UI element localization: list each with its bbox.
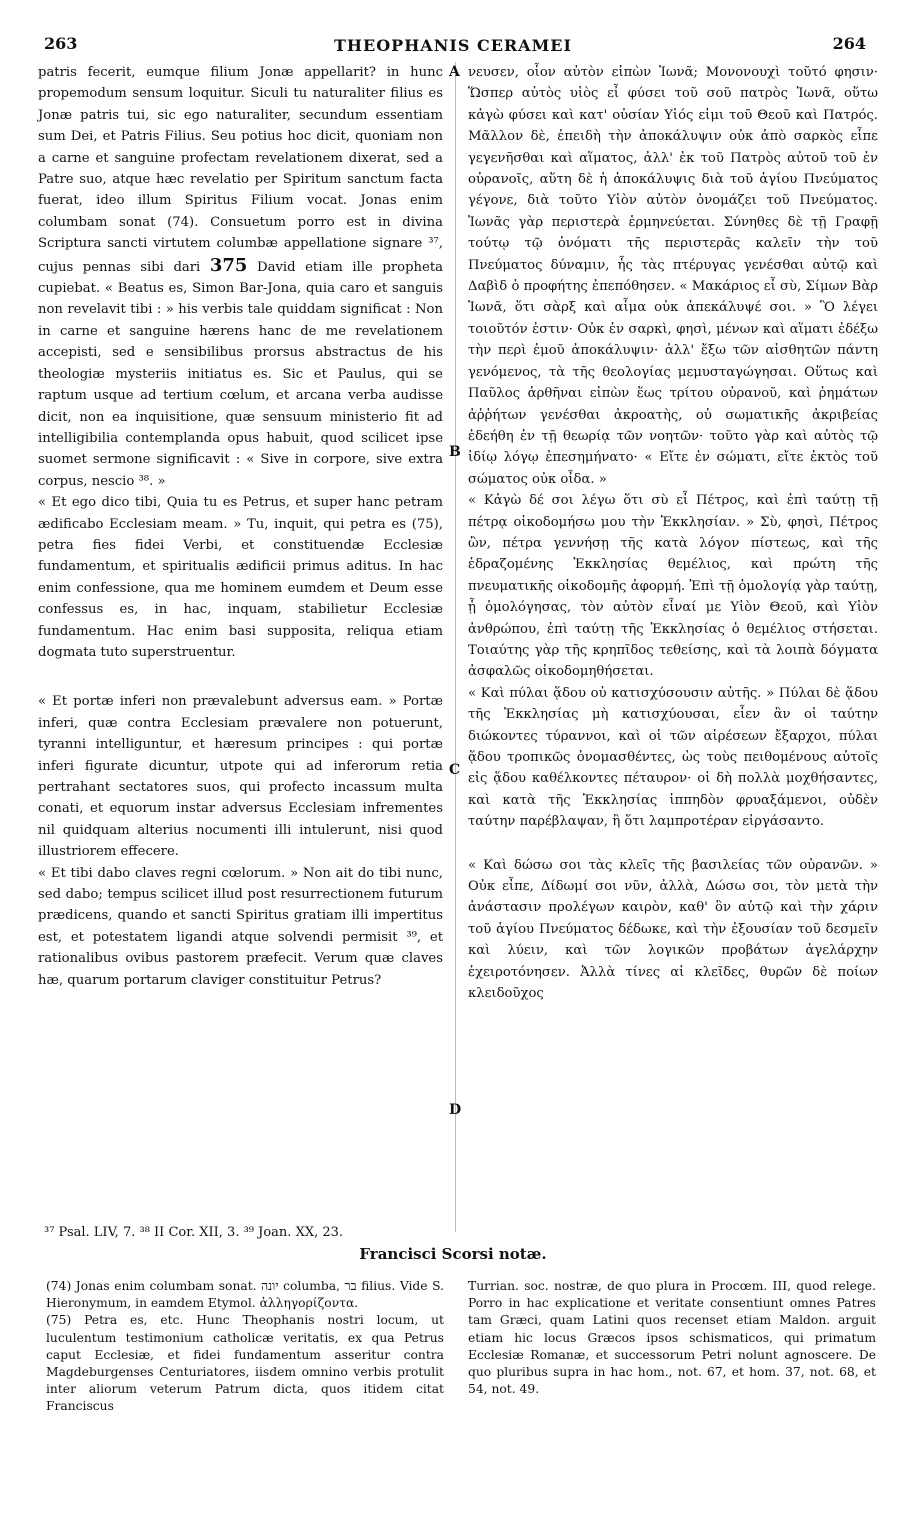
- note-74: (74) Jonas enim columbam sonat. יונה columba, בר filius. Vide S. Hieronymum, in eamdem Etymol. ἀλληγορίζοντα.: [46, 1279, 444, 1311]
- greek-paragraph-3: « Καὶ πύλαι ᾅδου οὐ κατισχύσουσιν αὐτῆς. » Πύλαι δὲ ᾅδου τῆς Ἐκκλησίας μὴ κατισχύουσαι, εἶεν ἂν οἱ ταύτην διώκοντες τύραννοι, καὶ οἱ τῶν αἱρέσεων ἔξαρχοι, πύλαι ᾅδου τροπικῶς ὀνομασθέντες, ὡς τοὺς πειθομένους αὐτοῖς εἰς ᾅδου καθέλκοντες πέταυρον· οἱ δὴ πολλὰ μοχθήσαντες, καὶ κατὰ τῆς Ἐκκλησίας ἱππηδὸν φρυαξάμενοι, οὐδὲν ταύτην παρέβλαψαν, ἢ ὅτι λαμπροτέραν εἰργάσαντο.: [468, 685, 878, 830]
- notes-right-column: [468, 1278, 876, 1398]
- latin-paragraph-4: « Et tibi dabo claves regni cœlorum. » Non ait do tibi nunc, sed dabo; tempus scilicet illud post resurrectionem futurum prædicens, quando et sancti Spiritus gratiam illi impertitus est, et potestatem ligandi atque solvendi permisit ³⁹, et rationalibus ovibus pastorem præfecit. Verum quæ claves hæ, quarum portarum claviger constituitur Petrus?: [38, 865, 443, 988]
- notes-heading: Francisci Scorsi notæ.: [359, 1245, 547, 1263]
- note-75-continued: Turrian. soc. nostræ, de quo plura in Procœm. III, quod relege. Porro in hac explicatione et veritate consentiunt omnes Patres tam Græci, quam Latini quos recenset etiam Maldon. arguit etiam hic locus Græcos ipsos schismaticos, qui primatum Ecclesiæ Romanæ, et successorum Petri nolunt agnoscere. De quo pluribus supra in hac hom., not. 67, et hom. 37, not. 68, et 54, not. 49.: [468, 1279, 876, 1397]
- running-title: THEOPHANIS CERAMEI: [334, 36, 572, 55]
- column-separator: [455, 62, 456, 1232]
- greek-paragraph-2: « Κἀγὼ δέ σοι λέγω ὅτι σὺ εἶ Πέτρος, καὶ ἐπὶ ταύτῃ τῇ πέτρᾳ οἰκοδομήσω μου τὴν Ἐκκλησίαν. » Σὺ, φησὶ, Πέτρος ὢν, πέτρα γεννήσῃ τῆς κατὰ λόγον πίστεως, καὶ τῆς ἑδραζομένης Ἐκκλησίας θεμέλιος, καὶ πρώτη τῆς πνευματικῆς οἰκοδομῆς ἀφορμή. Ἐπὶ τῇ ὁμολογίᾳ γὰρ ταύτῃ, ᾗ ὁμολόγησας, τὸν αὐτὸν εἶναί με Υἱὸν Θεοῦ, καὶ Υἱὸν ἀνθρώπου, ἐπὶ ταύτῃ τῆς Ἐκκλησίας ὁ θεμέλιος στήσεται. Τοιαύτης γὰρ τῆς κρηπῖδος τεθείσης, καὶ τὰ λοιπὰ δόγματα ἀσφαλῶς οἰκοδομηθήσεται.: [468, 493, 878, 680]
- greek-paragraph-4: « Καὶ δώσω σοι τὰς κλεῖς τῆς βασιλείας τῶν οὐρανῶν. » Οὐκ εἶπε, Δίδωμί σοι νῦν, ἀλλὰ, Δώσω σοι, τὸν μετὰ τὴν ἀνάστασιν προλέγων καιρὸν, καθ' ὃν αὐτῷ καὶ τὴν χάριν τοῦ ἁγίου Πνεύματος δέδωκε, καὶ τὴν ἐξουσίαν τοῦ δεσμεῖν καὶ λύειν, καὶ τῶν λογικῶν προβάτων ἀγελάρχην ἐχειροτόνησεν. Ἀλλὰ τίνες αἱ κλεῖδες, θυρῶν δὲ ποίων κλειδοῦχος: [468, 857, 878, 1002]
- margin-letter-b: B: [449, 444, 461, 460]
- left-page-number: 263: [44, 34, 78, 53]
- latin-column: [38, 62, 443, 991]
- margin-letter-a: A: [449, 64, 460, 80]
- margin-letter-c: C: [449, 762, 461, 778]
- right-page-number: 264: [832, 34, 866, 53]
- scripture-references: ³⁷ Psal. LIV, 7. ³⁸ II Cor. XII, 3. ³⁹ Joan. XX, 23.: [44, 1225, 344, 1240]
- page-header: [0, 0, 906, 55]
- greek-column: [468, 62, 878, 1004]
- note-75: (75) Petra es, etc. Hunc Theophanis nostri locum, ut luculentum testimonium catholicæ veritatis, ex qua Petrus caput Ecclesiæ, et fidei fundamentum asseritur contra Magdeburgenses Centuriatores, iisdem omnino verbis protulit inter aliorum veterum Patrum dicta, quos itidem citat Franciscus: [46, 1313, 444, 1414]
- notes-left-column: [46, 1278, 444, 1416]
- greek-paragraph-1: νευσεν, οἷον αὐτὸν εἰπὼν Ἰωνᾶ; Μονονουχὶ τοῦτό φησιν· Ὥσπερ αὐτὸς υἱὸς εἶ φύσει τοῦ σοῦ πατρὸς Ἰωνᾶ, οὕτω κἀγὼ φύσει καὶ κατ' οὐσίαν Υἱός εἰμι τοῦ Θεοῦ καὶ Πατρός. Μᾶλλον δὲ, ἐπειδὴ τὴν ἀποκάλυψιν οὐκ ἀπὸ σαρκὸς εἶπε γεγενῆσθαι καὶ αἵματος, ἀλλ' ἐκ τοῦ Πατρὸς αὐτοῦ τοῦ ἐν οὐρανοῖς, αὕτη δὲ ἡ ἀποκάλυψις διὰ τοῦ ἁγίου Πνεύματος γέγονε, διὰ τοῦτο Υἱὸν αὐτὸν ὀνομάζει τοῦ Πνεύματος. Ἰωνᾶς γὰρ περιστερὰ ἑρμηνεύεται. Σύνηθες δὲ τῇ Γραφῇ τούτῳ τῷ ὀνόματι τῆς περιστερᾶς καλεῖν τὴν τοῦ Πνεύματος δύναμιν, ἧς τὰς πτέρυγας γενέσθαι αὐτῷ καὶ Δαβὶδ ὁ προφήτης ἐπεπόθησεν. « Μακάριος εἶ σὺ, Σίμων Βὰρ Ἰωνᾶ, ὅτι σὰρξ καὶ αἷμα οὐκ ἀπεκάλυψέ σοι. » Ὃ λέγει τοιοῦτόν ἐστιν· Οὐκ ἐν σαρκὶ, φησὶ, μένων καὶ αἵματι ἐδέξω τὴν περὶ ἐμοῦ ἀποκάλυψιν· ἀλλ' ἔξω τῶν αἰσθητῶν πάντη γενόμενος, τὰ τῆς θεολογίας μεμυσταγώγησαι. Οὕτως καὶ Παῦλος ἀρθῆναι εἰπὼν ἕως τρίτου οὐρανοῦ, καὶ ῥημάτων ἀῤῥήτων γενέσθαι ἀκροατὴς, οὐ σωματικῆς ἀκριβείας ἐδεήθη ἐν τῇ θεωρίᾳ τῶν νοητῶν· τοῦτο γὰρ καὶ αὐτὸς τῷ ἰδίῳ λόγῳ ἐπεσημήνατο· « Εἴτε ἐν σώματι, εἴτε ἐκτὸς τοῦ σώματος οὐκ οἶδα. »: [468, 65, 878, 487]
- latin-paragraph-2: « Et ego dico tibi, Quia tu es Petrus, et super hanc petram ædificabo Ecclesiam meam. » Tu, inquit, qui petra es (75), petra fies fidei Verbi, et constituendæ Ecclesiæ fundamentum, et spiritualis ædificii primus aditus. In hac enim confessione, qua me hominem eumdem et Deum esse confessus es, in hac, inquam, stabilietur Ecclesiæ fundamentum. Hac enim basi supposita, reliqua etiam dogmata tuto superstruentur.: [38, 495, 443, 660]
- latin-paragraph-1: patris fecerit, eumque filium Jonæ appellarit? in hunc propemodum sensum loquitur. Siculi tu naturaliter filius es Jonæ patris tui, sic ego naturaliter, secundum essentiam sum Dei, et Patris Filius. Seu potius hoc dicit, quoniam non a carne et sanguine profectam revelationem dixerat, sed a Patre suo, atque hæc revelatio per Spiritum sanctum facta fuerat, ideo illum Spiritus Filium vocat. Jonas enim columbam sonat (74). Consuetum porro est in divina Scriptura sancti virtutem columbæ appellatione signare ³⁷, cujus pennas sibi dari 375 David etiam ille propheta cupiebat. « Beatus es, Simon Bar-Jona, quia caro et sanguis non revelavit tibi : » his verbis tale quiddam significat : Non in carne et sanguine hærens hanc de me revelationem accepisti, sed e sensibilibus prorsus abstractus de his theologiæ mysteriis initiatus es. Sic et Paulus, qui se raptum usque ad tertium cœlum, et arcana verba audisse dicit, non ea inquisitione, quæ sensuum ministerio fit ad intelligibilia contemplanda opus habuit, quod scilicet ipse suomet sermone significavit : « Sive in corpore, sive extra corpus, nescio ³⁸. »: [38, 65, 443, 489]
- column-number: 375: [209, 254, 248, 276]
- latin-paragraph-3: « Et portæ inferi non prævalebunt adversus eam. » Portæ inferi, quæ contra Ecclesiam prævalere non potuerunt, tyranni intelliguntur, et hæresum principes : qui portæ inferi figurate dicuntur, utpote qui ad inferorum retia pertrahant sectatores suos, qui profecto incassum multa conati, et equorum instar adversus Ecclesiam infrementes nil quidquam alterius nocumenti illi intulerunt, nisi quod illustriorem effecere.: [38, 694, 443, 860]
- margin-letter-d: D: [449, 1102, 462, 1118]
